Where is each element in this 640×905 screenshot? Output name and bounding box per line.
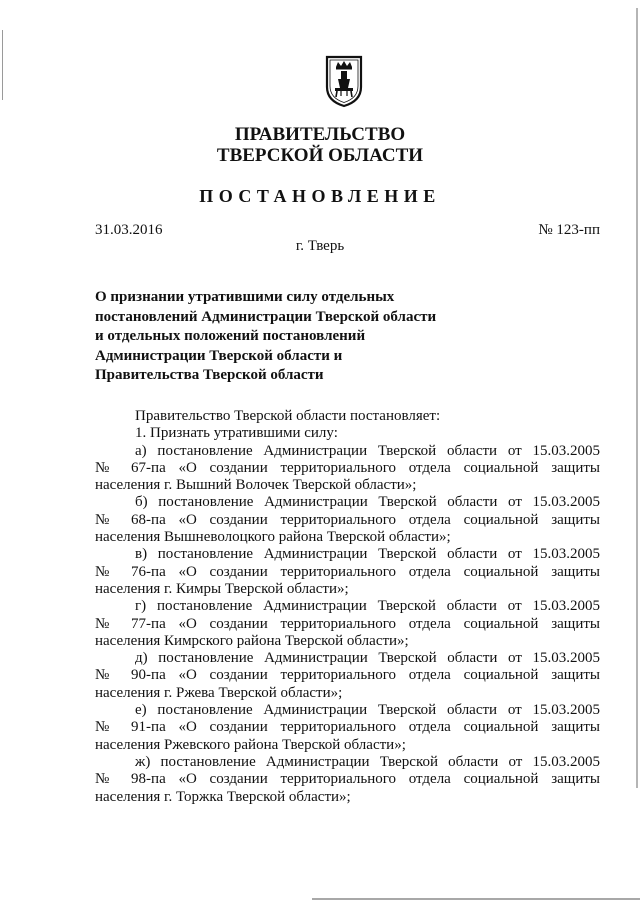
tver-coat-of-arms-icon xyxy=(324,54,364,108)
clause-line: а) постановление Администрации Тверской области от 15.03.2005 xyxy=(135,442,600,459)
document-subject xyxy=(95,288,455,386)
clause-line: населения Ржевского района Тверской области»; xyxy=(95,736,406,753)
document-type: ПОСТАНОВЛЕНИЕ xyxy=(199,186,441,206)
document-body xyxy=(95,408,600,806)
document-date: 31.03.2016 xyxy=(95,222,163,238)
clause-line: е) постановление Администрации Тверской области от 15.03.2005 xyxy=(135,702,600,719)
document-number: № 123-пп xyxy=(538,222,600,238)
clause-line: г) постановление Администрации Тверской области от 15.03.2005 xyxy=(135,598,600,615)
clause-line: № 77-па «О создании территориального отдела социальной защиты xyxy=(95,615,600,632)
clause-line: № 98-па «О создании территориального отдела социальной защиты xyxy=(95,771,600,788)
clause-b xyxy=(95,494,600,546)
clause-v xyxy=(95,546,600,598)
clause-line: № 68-па «О создании территориального отдела социальной защиты xyxy=(95,511,600,528)
scan-edge-bottom xyxy=(312,898,640,900)
subject-line: постановлений Администрации Тверской области xyxy=(95,308,437,325)
clause-line: в) постановление Администрации Тверской области от 15.03.2005 xyxy=(135,546,600,563)
clause-line: № 76-па «О создании территориального отдела социальной защиты xyxy=(95,563,600,580)
clause-g xyxy=(95,598,600,650)
clause-line: д) постановление Администрации Тверской области от 15.03.2005 xyxy=(135,650,600,667)
item-1: 1. Признать утратившими силу: xyxy=(135,425,338,442)
clause-line: ж) постановление Администрации Тверской области от 15.03.2005 xyxy=(135,753,600,770)
clause-d xyxy=(95,650,600,702)
clause-line: населения Вышневолоцкого района Тверской области»; xyxy=(95,529,451,546)
subject-line: О признании утратившими силу отдельных xyxy=(95,289,395,305)
document-city: г. Тверь xyxy=(295,238,345,254)
preamble: Правительство Тверской области постановляет: xyxy=(135,408,441,424)
clause-line: населения г. Вышний Волочек Тверской области»; xyxy=(95,477,417,494)
clause-e xyxy=(95,702,600,754)
subject-line: Администрации Тверской области и xyxy=(95,347,343,364)
clause-line: населения г. Кимры Тверской области»; xyxy=(95,580,349,597)
clause-line: № 90-па «О создании территориального отдела социальной защиты xyxy=(95,667,600,684)
clause-a xyxy=(95,443,600,495)
clause-line: б) постановление Администрации Тверской области от 15.03.2005 xyxy=(135,494,600,511)
clause-line: населения Кимрского района Тверской области»; xyxy=(95,632,409,649)
government-title-line1: ПРАВИТЕЛЬСТВО xyxy=(234,124,406,145)
subject-line: и отдельных положений постановлений xyxy=(95,328,366,344)
clause-line: населения г. Торжка Тверской области»; xyxy=(95,788,351,805)
clause-line: № 91-па «О создании территориального отдела социальной защиты xyxy=(95,719,600,736)
clause-zh xyxy=(95,754,600,806)
subject-line: Правительства Тверской области xyxy=(95,367,324,383)
clause-line: № 67-па «О создании территориального отдела социальной защиты xyxy=(95,459,600,476)
government-title-line2: ТВЕРСКОЙ ОБЛАСТИ xyxy=(216,145,424,166)
scan-edge-left xyxy=(2,30,3,100)
clause-line: населения г. Ржева Тверской области»; xyxy=(95,684,343,701)
